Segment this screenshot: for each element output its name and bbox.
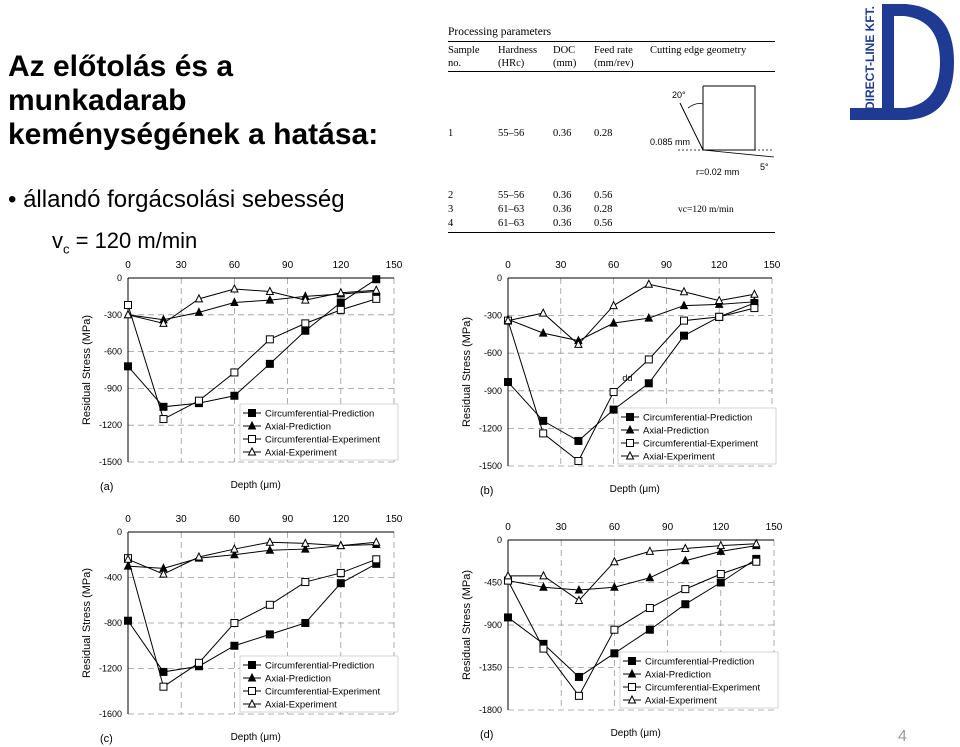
- data-point: [160, 668, 167, 675]
- x-tick-label: 150: [385, 260, 403, 271]
- data-point: [645, 380, 652, 387]
- y-tick-label: -450: [483, 577, 502, 588]
- data-point: [751, 305, 758, 312]
- x-tick-label: 60: [608, 522, 620, 533]
- data-point: [646, 574, 653, 581]
- data-point: [125, 617, 132, 624]
- header-sample-sub: no.: [448, 58, 462, 69]
- data-point: [160, 683, 167, 690]
- data-point: [646, 626, 653, 633]
- data-point: [610, 389, 617, 396]
- data-point: [646, 605, 653, 612]
- x-tick-label: 90: [660, 260, 672, 271]
- data-point: [373, 295, 380, 302]
- data-point: [610, 406, 617, 413]
- title-line-2: munkadarab: [8, 84, 187, 117]
- x-tick-label: 120: [332, 260, 350, 271]
- x-tick-label: 30: [555, 260, 567, 271]
- legend-entry: Axial-Experiment: [645, 695, 717, 707]
- data-point: [717, 571, 724, 578]
- y-tick-label: 0: [496, 535, 502, 545]
- data-point: [717, 579, 724, 586]
- legend-marker: [249, 688, 256, 695]
- data-point: [302, 620, 309, 627]
- legend-entry: Circumferential-Prediction: [265, 660, 375, 672]
- data-point: [337, 299, 344, 306]
- header-doc-sub: (mm): [553, 58, 577, 69]
- y-tick-label: -1500: [478, 461, 502, 471]
- row3-doc: 0.36: [553, 204, 572, 215]
- y-tick-label: -800: [103, 618, 122, 628]
- row4-sample: 4: [448, 218, 454, 229]
- data-point: [575, 437, 582, 444]
- data-point: [337, 306, 344, 313]
- header-feed-sub: (mm/rev): [594, 58, 634, 69]
- geo-label-5deg: 5°: [760, 162, 769, 172]
- chart-panel-b: [448, 252, 788, 497]
- geo-label-20deg: 20°: [672, 90, 686, 100]
- data-point: [302, 327, 309, 334]
- header-hardness: Hardness: [498, 45, 538, 56]
- row3-hardness: 61–63: [498, 204, 525, 215]
- geo-label-085: 0.085 mm: [650, 137, 691, 147]
- y-tick-label: -900: [103, 383, 122, 394]
- data-point: [751, 290, 758, 297]
- row1-doc: 0.36: [553, 128, 572, 139]
- data-point: [160, 403, 167, 410]
- x-tick-label: 0: [505, 260, 511, 271]
- data-point: [125, 363, 132, 370]
- y-tick-label: -300: [483, 310, 502, 321]
- x-tick-label: 90: [662, 522, 674, 533]
- legend-entry: Axial-Prediction: [265, 673, 331, 685]
- row3-sample: 3: [448, 204, 454, 215]
- data-point: [645, 280, 652, 287]
- y-tick-label: -1200: [98, 663, 122, 674]
- x-axis-label: Depth (μm): [230, 732, 281, 743]
- header-hardness-sub: (HRc): [498, 58, 525, 69]
- data-point: [575, 457, 582, 464]
- legend-marker: [627, 414, 634, 421]
- legend-marker: [627, 440, 634, 447]
- data-point: [540, 417, 547, 424]
- data-point: [373, 556, 380, 563]
- header-geometry: Cutting edge geometry: [650, 45, 747, 56]
- legend-entry: Axial-Experiment: [265, 447, 337, 459]
- data-point: [266, 631, 273, 638]
- y-tick-label: -600: [103, 346, 122, 357]
- x-tick-label: 150: [385, 514, 403, 525]
- x-tick-label: 90: [282, 260, 294, 271]
- data-point: [373, 286, 380, 293]
- x-tick-label: 120: [712, 522, 730, 533]
- x-axis-label: Depth (μm): [609, 484, 660, 495]
- x-tick-label: 60: [228, 260, 240, 271]
- title-line-1: Az előtolás és a: [8, 50, 234, 83]
- legend-entry: Axial-Prediction: [643, 425, 709, 437]
- data-point: [681, 317, 688, 324]
- data-point: [266, 538, 273, 545]
- data-point: [337, 569, 344, 576]
- x-tick-label: 120: [332, 514, 350, 525]
- data-point: [373, 276, 380, 283]
- y-tick-label: 0: [116, 273, 122, 283]
- row1-hardness: 55–56: [498, 128, 525, 139]
- y-axis-label: Residual Stress (MPa): [461, 569, 473, 681]
- formula-rest: = 120 m/min: [69, 228, 198, 253]
- panel-label: (a): [100, 481, 114, 493]
- data-point: [337, 580, 344, 587]
- x-tick-label: 150: [765, 522, 783, 533]
- legend-entry: Axial-Experiment: [643, 451, 715, 463]
- y-tick-label: -300: [103, 309, 122, 320]
- data-point: [505, 614, 512, 621]
- slide-title: [8, 50, 428, 152]
- chart-annotation: dd: [622, 372, 633, 383]
- data-point: [231, 285, 238, 292]
- data-point: [195, 659, 202, 666]
- x-tick-label: 30: [555, 522, 567, 533]
- y-tick-label: 0: [116, 527, 122, 537]
- row2-feed: 0.56: [594, 190, 613, 201]
- table-rule-bottom: [448, 232, 775, 233]
- data-point: [231, 369, 238, 376]
- y-tick-label: -900: [483, 385, 502, 396]
- tool-outline: [703, 86, 755, 150]
- x-tick-label: 0: [125, 260, 131, 271]
- data-point: [266, 360, 273, 367]
- table-title: Processing parameters: [448, 26, 552, 38]
- data-point: [302, 579, 309, 586]
- data-point: [610, 302, 617, 309]
- logo-text: DIRECT-LINE KFT.: [863, 6, 877, 110]
- legend-marker: [629, 684, 636, 691]
- y-axis-label: Residual Stress (MPa): [461, 316, 473, 428]
- y-tick-label: -400: [103, 572, 122, 583]
- data-point: [575, 673, 582, 680]
- legend-entry: Circumferential-Prediction: [645, 656, 755, 668]
- angle-arc-20: [688, 104, 703, 109]
- y-axis-label: Residual Stress (MPa): [81, 567, 93, 679]
- data-point: [231, 392, 238, 399]
- x-tick-label: 120: [710, 260, 728, 271]
- data-point: [125, 301, 132, 308]
- legend-entry: Circumferential-Experiment: [645, 682, 761, 694]
- x-tick-label: 60: [608, 260, 620, 271]
- legend-marker: [629, 658, 636, 665]
- legend-entry: Circumferential-Experiment: [265, 434, 381, 446]
- y-tick-label: -1200: [478, 423, 502, 434]
- data-point: [231, 620, 238, 627]
- data-point: [611, 626, 618, 633]
- data-point: [540, 309, 547, 316]
- table-rule-top: [448, 41, 775, 42]
- chart-panel-d: [448, 506, 788, 746]
- row1-feed: 0.28: [594, 128, 613, 139]
- data-point: [753, 558, 760, 565]
- vc-note: vc=120 m/min: [678, 205, 734, 215]
- y-tick-label: 0: [496, 273, 502, 283]
- data-point: [645, 356, 652, 363]
- data-point: [266, 601, 273, 608]
- x-tick-label: 90: [282, 514, 294, 525]
- data-point: [195, 397, 202, 404]
- data-point: [302, 320, 309, 327]
- legend-entry: Axial-Experiment: [265, 699, 337, 711]
- legend-marker: [249, 662, 256, 669]
- legend-entry: Circumferential-Prediction: [643, 412, 753, 424]
- header-feed: Feed rate: [594, 45, 633, 56]
- data-point: [373, 538, 380, 545]
- y-tick-label: -600: [483, 348, 502, 359]
- panel-label: (c): [100, 733, 113, 745]
- y-tick-label: -1200: [98, 420, 122, 431]
- panel-label: (d): [480, 729, 494, 741]
- page-number: 4: [898, 728, 907, 745]
- chart-panel-a: [72, 252, 412, 497]
- chart-panel-c: [72, 506, 412, 746]
- x-tick-label: 150: [763, 260, 781, 271]
- row4-feed: 0.56: [594, 218, 613, 229]
- data-point: [575, 692, 582, 699]
- formula-var: v: [52, 228, 63, 253]
- row2-sample: 2: [448, 190, 454, 201]
- x-tick-label: 0: [125, 514, 131, 525]
- y-tick-label: -1600: [98, 709, 122, 719]
- data-point: [681, 332, 688, 339]
- data-point: [682, 601, 689, 608]
- processing-parameters-table: [448, 24, 778, 234]
- legend-marker: [249, 436, 256, 443]
- table-rule-header: [448, 71, 775, 72]
- legend-entry: Circumferential-Prediction: [265, 408, 375, 420]
- legend-entry: Circumferential-Experiment: [265, 686, 381, 698]
- row1-sample: 1: [448, 128, 454, 139]
- panel-label: (b): [480, 485, 494, 497]
- data-point: [505, 379, 512, 386]
- geo-label-radius: r=0.02 mm: [696, 167, 740, 177]
- series-line: [128, 279, 376, 407]
- row2-doc: 0.36: [553, 190, 572, 201]
- row4-hardness: 61–63: [498, 218, 525, 229]
- x-tick-label: 60: [228, 514, 240, 525]
- direct-line-logo: [846, 0, 958, 126]
- title-line-3: keménységének a hatása:: [8, 118, 379, 151]
- legend-entry: Circumferential-Experiment: [643, 438, 759, 450]
- row2-hardness: 55–56: [498, 190, 525, 201]
- y-tick-label: -1500: [98, 457, 122, 467]
- x-tick-label: 30: [175, 514, 187, 525]
- legend-entry: Axial-Prediction: [645, 669, 711, 681]
- data-point: [682, 586, 689, 593]
- data-point: [231, 642, 238, 649]
- row4-doc: 0.36: [553, 218, 572, 229]
- header-doc: DOC: [553, 45, 576, 56]
- header-sample: Sample: [448, 45, 480, 56]
- x-axis-label: Depth (μm): [610, 728, 661, 739]
- y-tick-label: -1350: [478, 662, 502, 673]
- y-tick-label: -1800: [478, 705, 502, 715]
- data-point: [753, 540, 760, 547]
- bullet-text: • állandó forgácsolási sebesség: [8, 186, 345, 213]
- series-line: [128, 299, 376, 419]
- data-point: [611, 650, 618, 657]
- x-tick-label: 30: [175, 260, 187, 271]
- x-axis-label: Depth (μm): [230, 480, 281, 491]
- data-point: [540, 645, 547, 652]
- data-point: [540, 430, 547, 437]
- data-point: [160, 416, 167, 423]
- cutting-edge-geometry-diagram: [648, 78, 778, 188]
- y-tick-label: -900: [483, 620, 502, 630]
- legend-marker: [249, 410, 256, 417]
- formula-sub: c: [63, 241, 70, 257]
- data-point: [266, 336, 273, 343]
- y-axis-label: Residual Stress (MPa): [81, 314, 93, 426]
- clearance-line: [703, 150, 774, 157]
- legend-entry: Axial-Prediction: [265, 421, 331, 433]
- row3-feed: 0.28: [594, 204, 613, 215]
- x-tick-label: 0: [505, 522, 511, 533]
- data-point: [716, 313, 723, 320]
